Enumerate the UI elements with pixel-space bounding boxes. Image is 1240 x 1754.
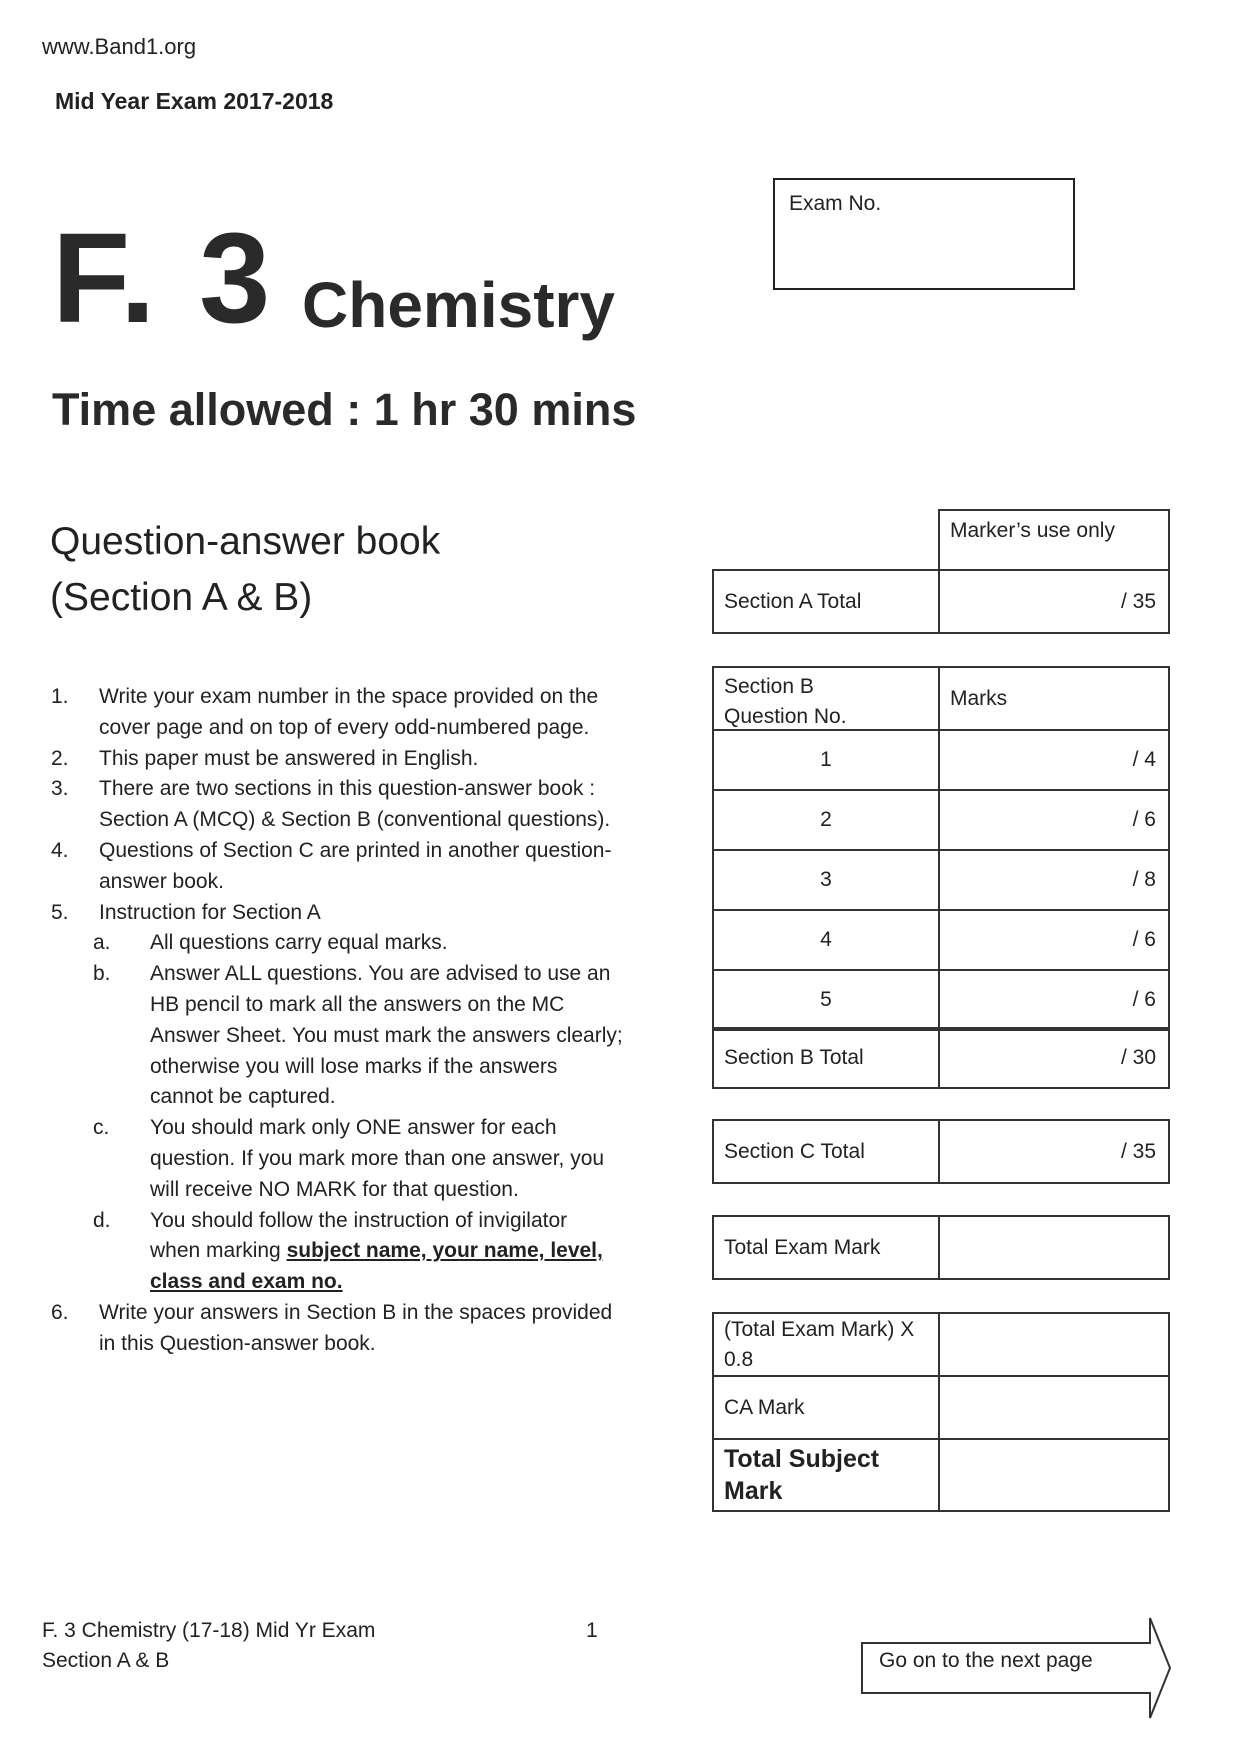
instruction-line <box>0 1236 700 1267</box>
section-c-total-label-cell <box>712 1119 940 1184</box>
section-b-question-cell <box>712 849 940 911</box>
section-b-mark-cell[interactable] <box>938 729 1170 791</box>
instruction-text-plain: HB pencil to mark all the answers on the MC <box>150 992 565 1016</box>
marker-use-only-label: Marker’s use only <box>950 519 1115 542</box>
total-subject-mark-label: Total Subject Mark <box>724 1445 880 1505</box>
section-b-question-cell <box>712 729 940 791</box>
instruction-text-plain: You should follow the instruction of invigilator <box>150 1208 568 1232</box>
instruction-text <box>99 713 589 744</box>
instruction-text <box>150 1236 603 1267</box>
ca-mark-label-cell <box>712 1375 940 1440</box>
instruction-text <box>99 867 224 898</box>
instruction-line <box>0 959 700 990</box>
instruction-text-plain: question. If you mark more than one answer, you <box>150 1146 605 1170</box>
instruction-text <box>99 744 478 775</box>
instruction-text-plain: Questions of Section C are printed in another question- <box>99 838 612 862</box>
instruction-line <box>0 1113 700 1144</box>
instruction-text <box>99 836 611 867</box>
instruction-text-plain: Write your answers in Section B in the spaces provided <box>99 1300 613 1324</box>
question-max: / 6 <box>1132 928 1156 951</box>
question-number: 4 <box>820 928 832 951</box>
instruction-text <box>99 774 595 805</box>
instruction-line <box>0 682 700 713</box>
book-title <box>50 514 440 626</box>
section-b-mark-cell[interactable] <box>938 909 1170 971</box>
instruction-number: b. <box>93 962 111 986</box>
instruction-text-plain: All questions carry equal marks. <box>150 931 448 955</box>
instruction-number: 6. <box>51 1300 69 1324</box>
instruction-text-plain: cover page and on top of every odd-numbered page. <box>99 715 590 739</box>
site-url: www.Band1.org <box>42 34 197 59</box>
instruction-text <box>150 1082 336 1113</box>
exam-name: Mid Year Exam 2017-2018 <box>55 88 334 114</box>
section-a-max: / 35 <box>1120 589 1156 613</box>
instruction-line <box>0 1175 700 1206</box>
instruction-text-plain: You should mark only ONE answer for each <box>150 1116 557 1140</box>
instruction-text-plain: in this Question-answer book. <box>99 1331 376 1355</box>
instruction-text-plain: will receive NO MARK for that question. <box>150 1177 519 1201</box>
section-a-total-label: Section A Total <box>724 589 862 613</box>
page-number: 1 <box>586 1619 598 1642</box>
instructions-list <box>0 682 700 1360</box>
instruction-text <box>99 1329 376 1360</box>
instruction-text-plain: Write your exam number in the space provided on the <box>99 685 599 708</box>
instruction-text <box>99 898 321 929</box>
section-b-total-label-cell <box>712 1027 940 1089</box>
instruction-line <box>0 1267 700 1298</box>
instruction-line <box>0 1082 700 1113</box>
instruction-number: 3. <box>51 777 69 801</box>
weighted-mark-cell[interactable] <box>938 1312 1170 1377</box>
instruction-line <box>0 928 700 959</box>
section-b-total-label: Section B Total <box>724 1046 864 1069</box>
section-c-total-label: Section C Total <box>724 1139 865 1163</box>
instruction-number: c. <box>93 1116 110 1140</box>
instruction-emphasis: subject name, your name, level, <box>286 1239 603 1263</box>
instruction-text <box>150 1021 623 1052</box>
question-max: / 6 <box>1132 988 1156 1011</box>
ca-mark-cell[interactable] <box>938 1375 1170 1440</box>
question-number: 5 <box>820 988 832 1011</box>
instruction-text <box>150 1144 604 1175</box>
marks-header-cell <box>938 666 1170 731</box>
section-b-mark-cell[interactable] <box>938 789 1170 851</box>
section-c-total-cell[interactable] <box>938 1119 1170 1184</box>
section-b-max: / 30 <box>1120 1046 1156 1069</box>
section-c-max: / 35 <box>1120 1139 1156 1163</box>
instruction-text <box>150 1175 519 1206</box>
subject-title: Chemistry <box>302 269 615 341</box>
instruction-text-plain: This paper must be answered in English. <box>99 746 479 770</box>
time-allowed: Time allowed : 1 hr 30 mins <box>52 384 637 435</box>
instruction-line <box>0 774 700 805</box>
total-subject-mark-cell[interactable] <box>938 1438 1170 1512</box>
instruction-line <box>0 1206 700 1237</box>
section-b-header: Section B Question No. <box>724 675 847 728</box>
book-title-line: Question-answer book <box>50 520 441 563</box>
book-sections: (Section A & B) <box>50 576 313 619</box>
question-max: / 6 <box>1132 808 1156 831</box>
instruction-line <box>0 1052 700 1083</box>
footer-title: F. 3 Chemistry (17-18) Mid Yr Exam <box>42 1619 376 1642</box>
section-b-question-cell <box>712 789 940 851</box>
weighted-mark-label: (Total Exam Mark) X 0.8 <box>724 1317 915 1371</box>
instruction-text <box>99 682 598 713</box>
instruction-line <box>0 713 700 744</box>
instruction-number: a. <box>93 931 111 955</box>
exam-no-box[interactable] <box>773 178 1075 290</box>
section-b-mark-cell[interactable] <box>938 969 1170 1031</box>
instruction-number: 1. <box>51 685 69 708</box>
instruction-line <box>0 1298 700 1329</box>
instruction-text <box>150 959 610 990</box>
section-b-total-cell[interactable] <box>938 1027 1170 1089</box>
instruction-text <box>150 1206 567 1237</box>
instruction-emphasis: class and exam no. <box>150 1270 343 1294</box>
instruction-line <box>0 836 700 867</box>
instruction-text <box>150 1267 343 1298</box>
section-b-question-cell <box>712 969 940 1031</box>
total-exam-mark-label: Total Exam Mark <box>724 1235 881 1259</box>
ca-mark-label: CA Mark <box>724 1395 805 1419</box>
question-max: / 8 <box>1132 868 1156 891</box>
total-exam-mark-cell[interactable] <box>938 1215 1170 1280</box>
instruction-text-plain: when marking <box>150 1239 287 1263</box>
total-exam-mark-label-cell <box>712 1215 940 1280</box>
instruction-line <box>0 1021 700 1052</box>
form-level: F. 3 <box>52 207 275 350</box>
instruction-text-plain: Section A (MCQ) & Section B (conventional questions). <box>99 808 611 832</box>
weighted-mark-label-cell <box>712 1312 940 1377</box>
instruction-text-plain: Answer ALL questions. You are advised to use an <box>150 962 611 986</box>
section-a-total-label-cell <box>712 569 940 634</box>
footer-section: Section A & B <box>42 1649 170 1672</box>
instruction-number: d. <box>93 1208 111 1232</box>
total-subject-mark-label-cell <box>712 1438 940 1512</box>
instruction-text <box>99 805 610 836</box>
instruction-text <box>99 1298 612 1329</box>
instruction-line <box>0 805 700 836</box>
instruction-text <box>150 928 448 959</box>
instruction-text <box>150 1113 557 1144</box>
instruction-text <box>150 990 564 1021</box>
marker-use-only-header <box>938 509 1170 571</box>
instruction-line <box>0 867 700 898</box>
question-number: 2 <box>820 808 832 831</box>
instruction-number: 4. <box>51 838 69 862</box>
question-number: 1 <box>820 748 832 771</box>
instruction-line <box>0 1329 700 1360</box>
question-max: / 4 <box>1132 748 1156 771</box>
instruction-text-plain: There are two sections in this question-answer book : <box>99 777 596 801</box>
exam-no-label: Exam No. <box>789 192 882 215</box>
instruction-text-plain: cannot be captured. <box>150 1085 336 1109</box>
section-b-mark-cell[interactable] <box>938 849 1170 911</box>
instruction-line <box>0 990 700 1021</box>
instruction-line <box>0 898 700 929</box>
instruction-text-plain: otherwise you will lose marks if the answers <box>150 1054 558 1078</box>
section-b-header-cell <box>712 666 940 731</box>
instruction-line <box>0 744 700 775</box>
instruction-line <box>0 1144 700 1175</box>
marks-header: Marks <box>950 686 1008 710</box>
instruction-text-plain: Instruction for Section A <box>99 900 321 924</box>
question-number: 3 <box>820 868 832 891</box>
section-a-total-cell[interactable] <box>938 569 1170 634</box>
instruction-number: 5. <box>51 900 69 924</box>
section-b-question-cell <box>712 909 940 971</box>
instruction-text-plain: Answer Sheet. You must mark the answers clearly; <box>150 1023 623 1047</box>
instruction-text <box>150 1052 557 1083</box>
instruction-number: 2. <box>51 746 69 770</box>
next-page-label: Go on to the next page <box>879 1649 1093 1672</box>
instruction-text-plain: answer book. <box>99 869 224 893</box>
